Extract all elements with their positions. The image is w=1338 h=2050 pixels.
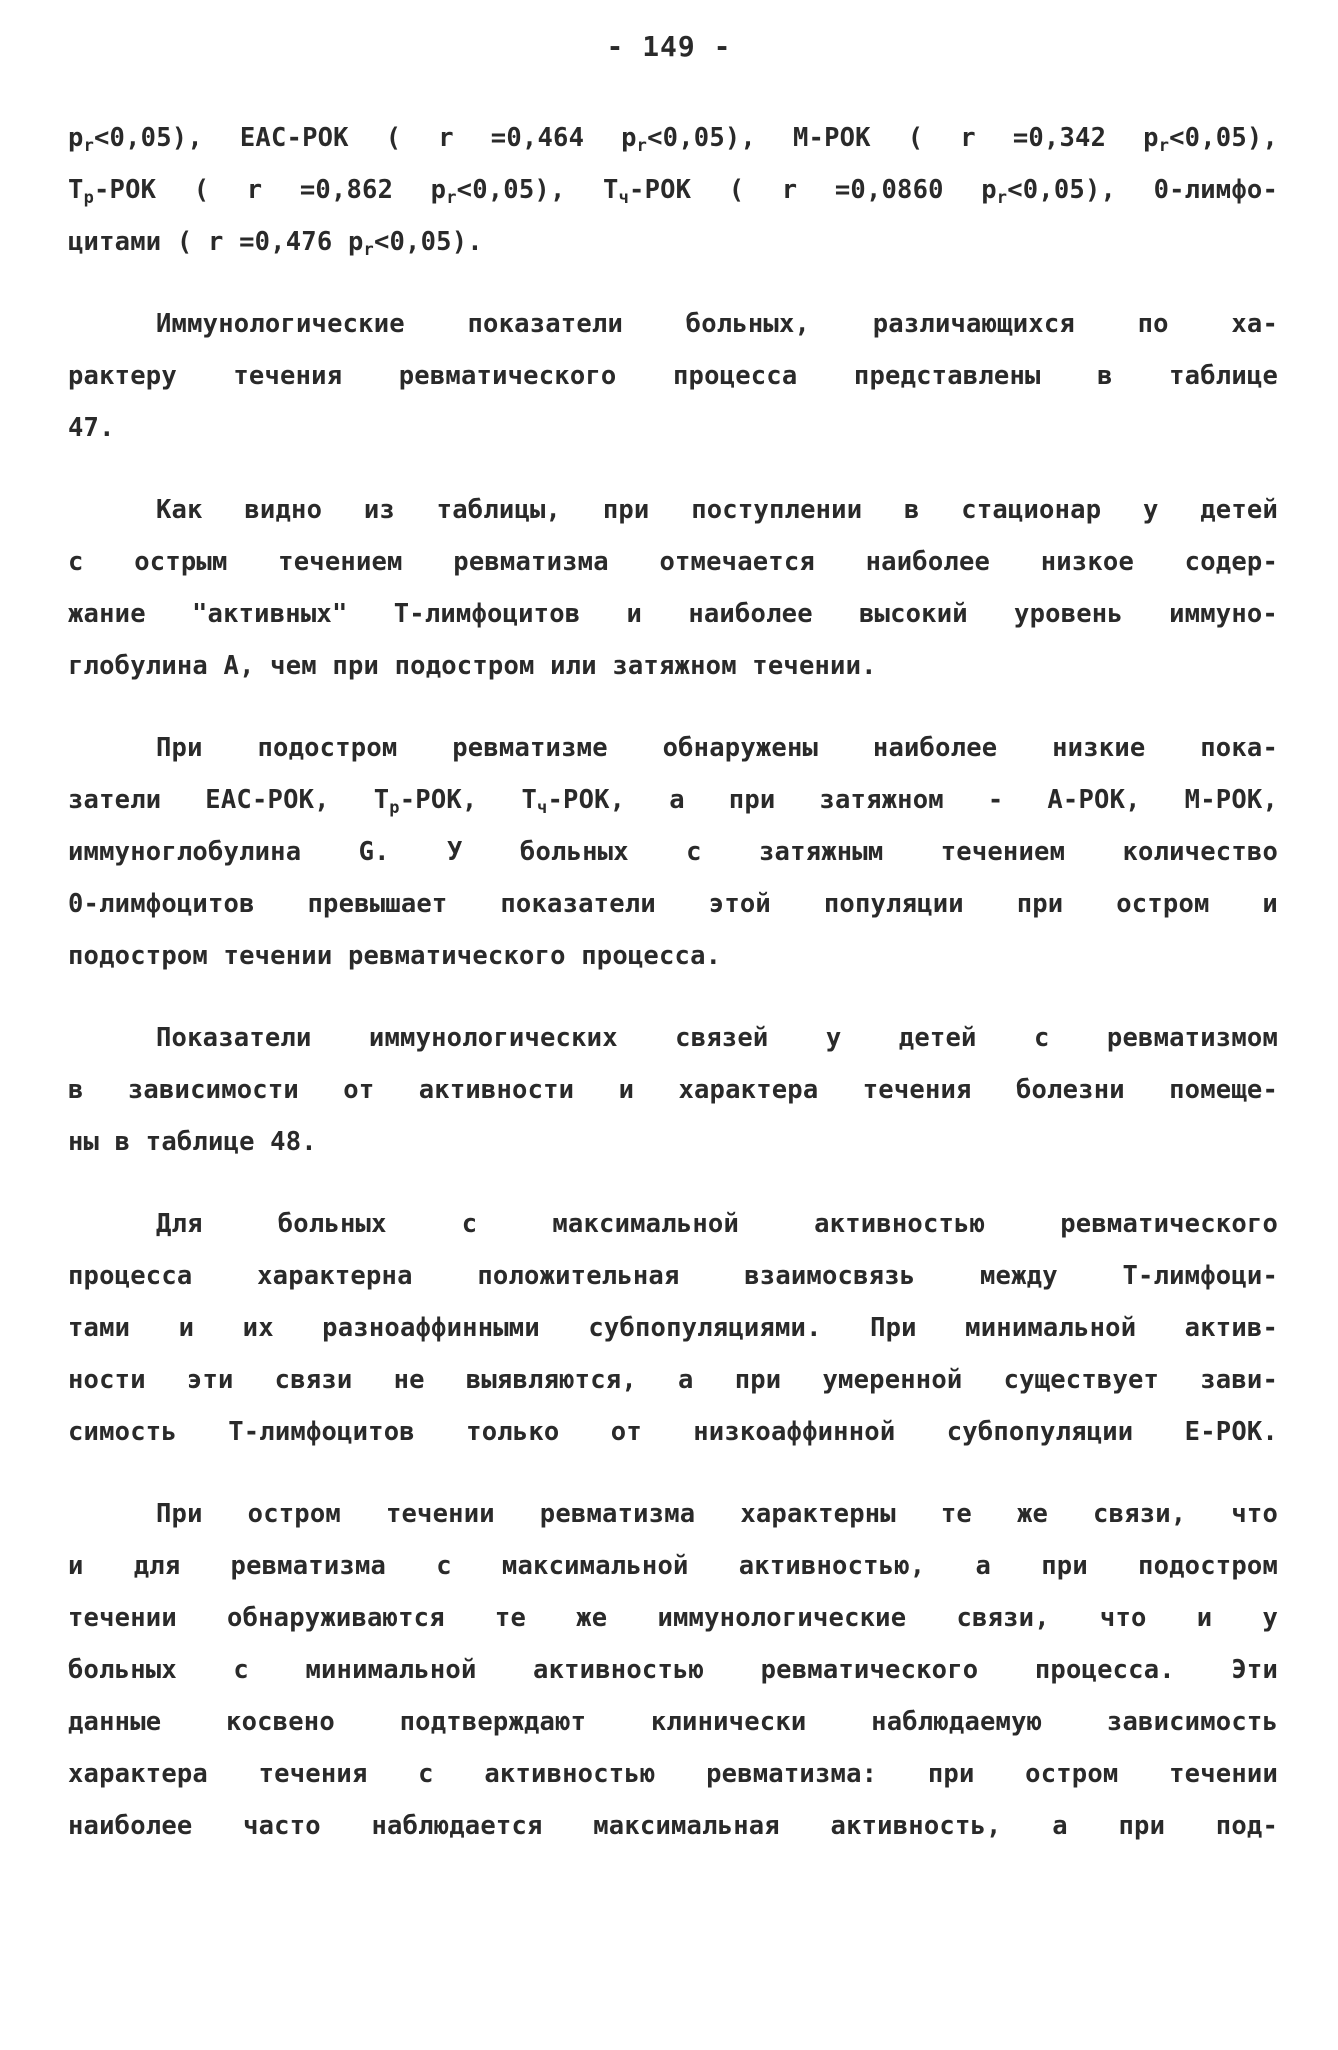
text-line: ности эти связи не выявляются, а при умеренной существует зави- [68, 1365, 1278, 1395]
text-line: ны в таблице 48. [68, 1127, 317, 1157]
text-line: характера течения с активностью ревматизма: при остром течении [68, 1759, 1278, 1789]
text-line: иммуноглобулина G. У больных с затяжным течением количество [68, 837, 1278, 867]
text-line: и для ревматизма с максимальной активностью, а при подостром [68, 1551, 1278, 1581]
text-line: Как видно из таблицы, при поступлении в стационар у детей [156, 495, 1278, 525]
text-line: течении обнаруживаются те же иммунологические связи, что и у [68, 1603, 1278, 1633]
text-line: с острым течением ревматизма отмечается наиболее низкое содер- [68, 547, 1278, 577]
text-line: жание "активных" Т-лимфоцитов и наиболее высокий уровень иммуно- [68, 599, 1278, 629]
text-line: наиболее часто наблюдается максимальная активность, а при под- [68, 1811, 1278, 1841]
text-line: больных с минимальной активностью ревматического процесса. Эти [68, 1655, 1278, 1685]
text-line: затели ЕАС-РОК, $Т_р$-РОК, $Т_ч$-РОК, а при затяжном - А-РОК, М-РОК, [68, 785, 1278, 818]
text-line: 47. [68, 413, 115, 443]
text-line: рактеру течения ревматического процесса представлены в таблице [68, 361, 1278, 391]
text-line: тами и их разноаффинными субпопуляциями. При минимальной актив- [68, 1313, 1278, 1343]
page-number: - 149 - [606, 30, 732, 63]
text-line: $p_r<0,05$), ЕАС-РОК ( r =0,464 $p_r<0,05$), М-РОК ( r =0,342 $p_r<0,05$), [68, 123, 1278, 156]
text-line: Показатели иммунологических связей у детей с ревматизмом [156, 1023, 1278, 1053]
text-line: При остром течении ревматизма характерны те же связи, что [156, 1499, 1278, 1529]
text-line: цитами ( r =0,476 $p_r<0,05$). [68, 227, 483, 260]
text-line: процесса характерна положительная взаимосвязь между Т-лимфоци- [68, 1261, 1278, 1291]
text-line: При подостром ревматизме обнаружены наиболее низкие пока- [156, 733, 1278, 763]
text-line: данные косвено подтверждают клинически наблюдаемую зависимость [68, 1707, 1278, 1737]
text-line: 0-лимфоцитов превышает показатели этой популяции при остром и [68, 889, 1278, 919]
text-line: $Т_р$-РОК ( r =0,862 $p_r<0,05$), $Т_ч$-РОК ( r =0,0860 $p_r<0,05$), 0-лимфо- [68, 175, 1278, 208]
text-line: глобулина А, чем при подостром или затяжном течении. [68, 651, 877, 681]
text-line: Для больных с максимальной активностью ревматического [156, 1209, 1278, 1239]
text-line: Иммунологические показатели больных, различающихся по ха- [156, 309, 1278, 339]
text-line: подостром течении ревматического процесса. [68, 941, 722, 971]
text-line: симость Т-лимфоцитов только от низкоаффинной субпопуляции Е-РОК. [68, 1417, 1278, 1447]
text-line: в зависимости от активности и характера течения болезни помеще- [68, 1075, 1278, 1105]
